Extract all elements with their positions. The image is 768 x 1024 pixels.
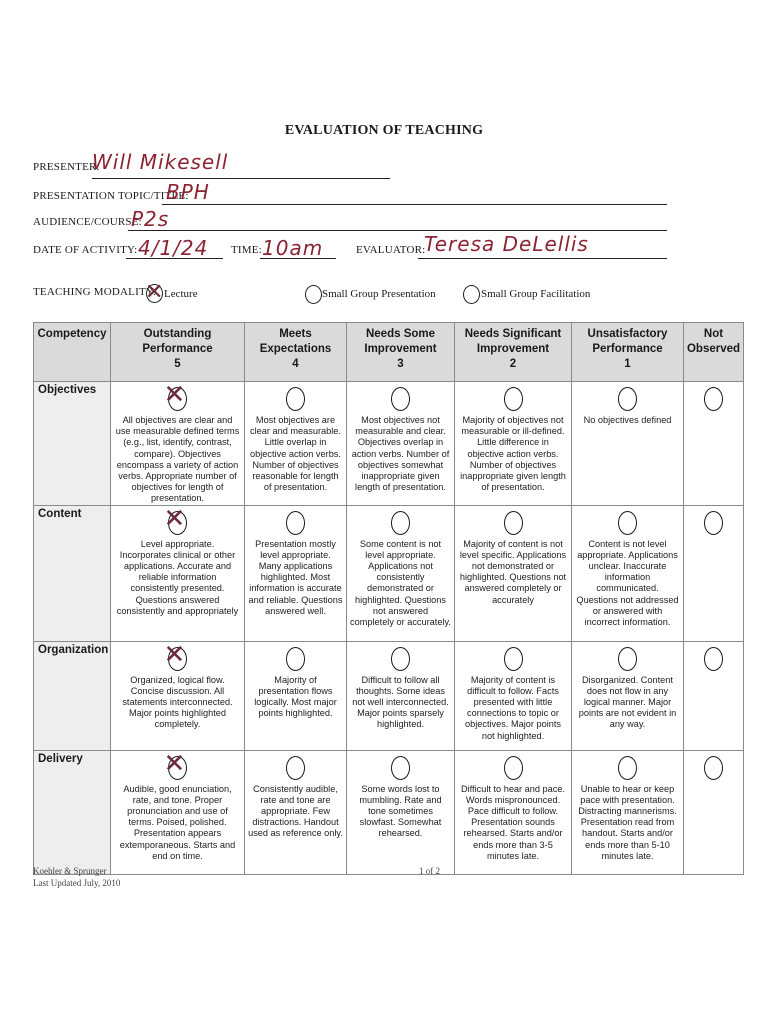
delivery-score-3[interactable]: Some words lost to mumbling. Rate and tone sometimes slowfast. Somewhat rehearsed. <box>347 750 455 874</box>
competency-objectives: Objectives <box>34 382 111 506</box>
date-label: DATE OF ACTIVITY: <box>33 244 138 256</box>
rubric-header-row <box>34 323 744 382</box>
objectives-score-5[interactable]: ✕ All objectives are clear and use measurable defined terms (e.g., list, identify, contrast, compare). Objectives encompass a variety of action verbs. Appropriate number of objectives for length of presentation. <box>111 382 245 506</box>
rating-circle[interactable] <box>618 647 637 671</box>
organization-score-2[interactable]: Majority of content is difficult to follow. Facts presented with little connections to topic or objectives. Major points not highlighted. <box>455 641 572 750</box>
rating-circle[interactable] <box>286 756 305 780</box>
rating-circle[interactable] <box>618 387 637 411</box>
page-title: EVALUATION OF TEACHING <box>284 123 484 138</box>
content-score-3[interactable]: Some content is not level appropriate. Applications not consistently demonstrated or highlighted. Questions not answered completely or accurately. <box>347 505 455 641</box>
modality-small-group-facilitation-radio[interactable] <box>463 285 480 304</box>
presenter-line <box>92 178 390 179</box>
selected-x-mark-icon: ✕ <box>163 748 186 779</box>
rating-circle[interactable] <box>391 647 410 671</box>
objectives-score-3[interactable]: Most objectives not measurable and clear. Objectives overlap in action verbs. Number of objectives somewhat inappropriate given length of presentation. <box>347 382 455 506</box>
organization-not-observed[interactable] <box>684 641 744 750</box>
content-score-4[interactable]: Presentation mostly level appropriate. Many applications highlighted. Most information is accurate and reliable. Questions answered well. <box>245 505 347 641</box>
rating-circle[interactable] <box>504 387 523 411</box>
rating-circle[interactable] <box>618 756 637 780</box>
objectives-score-1[interactable]: No objectives defined <box>572 382 684 506</box>
header-competency: Competency <box>34 323 111 382</box>
topic-line <box>162 204 667 205</box>
header-unsatisfactory: Unsatisfactory Performance 1 <box>572 323 684 382</box>
rubric-row-content <box>34 505 744 641</box>
rating-circle[interactable] <box>618 511 637 535</box>
selected-x-mark-icon: ✕ <box>163 639 186 670</box>
rating-circle[interactable] <box>391 387 410 411</box>
organization-score-1[interactable]: Disorganized. Content does not flow in any logical manner. Major points are not evident in any way. <box>572 641 684 750</box>
rating-circle[interactable] <box>504 647 523 671</box>
evaluator-value[interactable]: Teresa DeLellis <box>424 232 589 256</box>
modality-small-group-facilitation-label: Small Group Facilitation <box>481 288 591 300</box>
header-meets: Meets Expectations 4 <box>245 323 347 382</box>
footer-author: Koehler & Sprunger <box>33 866 107 876</box>
competency-content: Content <box>34 505 111 641</box>
header-not-observed: Not Observed <box>684 323 744 382</box>
selected-x-mark-icon: ✕ <box>163 380 186 410</box>
audience-line <box>128 230 667 231</box>
header-outstanding: Outstanding Performance 5 <box>111 323 245 382</box>
date-value[interactable]: 4/1/24 <box>138 236 209 260</box>
modality-lecture-label: Lecture <box>164 288 198 300</box>
audience-label: AUDIENCE/COURSE: <box>33 216 142 228</box>
header-needs-significant: Needs Significant Improvement 2 <box>455 323 572 382</box>
rating-circle[interactable] <box>286 387 305 411</box>
rating-circle[interactable] <box>504 756 523 780</box>
content-score-2[interactable]: Majority of content is not level specific. Applications not demonstrated or highlighted. Questions not answered completely or accurately <box>455 505 572 641</box>
modality-small-group-presentation-radio[interactable] <box>305 285 322 304</box>
competency-organization: Organization <box>34 641 111 750</box>
delivery-score-1[interactable]: Unable to hear or keep pace with presentation. Distracting mannerisms. Presentation read from handout. Starts and/or ends more than 5-10 minutes late. <box>572 750 684 874</box>
rating-circle[interactable] <box>704 756 723 780</box>
footer-updated: Last Updated July, 2010 <box>33 878 121 888</box>
time-value[interactable]: 10am <box>262 236 324 260</box>
organization-score-5[interactable]: ✕ Organized, logical flow. Concise discussion. All statements interconnected. Major points highlighted completely. <box>111 641 245 750</box>
selected-x-mark-icon: ✕ <box>163 503 186 534</box>
objectives-not-observed[interactable] <box>684 382 744 506</box>
topic-value[interactable]: BPH <box>166 180 210 204</box>
rubric-row-objectives <box>34 382 744 506</box>
footer-page-number: 1 of 2 <box>419 866 440 876</box>
delivery-score-5[interactable]: ✕ Audible, good enunciation, rate, and tone. Proper pronunciation and use of terms. Poised, polished. Presentation appears extemporaneous. Starts and end on time. <box>111 750 245 874</box>
delivery-score-2[interactable]: Difficult to hear and pace. Words mispronounced. Pace difficult to follow. Presentation sounds rehearsed. Starts and/or ends more than 3-5 minutes late. <box>455 750 572 874</box>
topic-label: PRESENTATION TOPIC/TITLE: <box>33 190 189 202</box>
organization-score-3[interactable]: Difficult to follow all thoughts. Some ideas not well interconnected. Major points sparsely highlighted. <box>347 641 455 750</box>
modality-small-group-presentation-label: Small Group Presentation <box>322 288 436 300</box>
presenter-label: PRESENTER: <box>33 161 100 173</box>
competency-delivery: Delivery <box>34 750 111 874</box>
rating-circle[interactable] <box>504 511 523 535</box>
content-not-observed[interactable] <box>684 505 744 641</box>
audience-value[interactable]: P2s <box>131 207 170 231</box>
rating-circle[interactable] <box>286 647 305 671</box>
presenter-value[interactable]: Will Mikesell <box>92 150 229 174</box>
organization-score-4[interactable]: Majority of presentation flows logically. Most major points highlighted. <box>245 641 347 750</box>
modality-label: TEACHING MODALITY: <box>33 286 157 298</box>
header-needs-some: Needs Some Improvement 3 <box>347 323 455 382</box>
rating-circle[interactable] <box>704 387 723 411</box>
rating-circle[interactable] <box>704 511 723 535</box>
content-score-5[interactable]: ✕ Level appropriate. Incorporates clinical or other applications. Accurate and reliable information consistently presented. Questions answered consistently and appropriately <box>111 505 245 641</box>
rubric-row-organization <box>34 641 744 750</box>
rating-circle[interactable] <box>391 756 410 780</box>
rubric-row-delivery <box>34 750 744 874</box>
time-label: TIME: <box>231 244 262 256</box>
rating-circle[interactable] <box>391 511 410 535</box>
objectives-score-4[interactable]: Most objectives are clear and measurable. Little overlap in objective action verbs. Number of objectives reasonable for length of presentation. <box>245 382 347 506</box>
rating-circle[interactable] <box>286 511 305 535</box>
lecture-x-mark-icon: ✕ <box>145 280 164 305</box>
objectives-score-2[interactable]: Majority of objectives not measurable or ill-defined. Little difference in objective action verbs. Number of objectives inappropriate given length of presentation. <box>455 382 572 506</box>
delivery-not-observed[interactable] <box>684 750 744 874</box>
evaluator-line <box>418 258 667 259</box>
delivery-score-4[interactable]: Consistently audible, rate and tone are appropriate. Few distractions. Handout used as reference only. <box>245 750 347 874</box>
content-score-1[interactable]: Content is not level appropriate. Applications unclear. Inaccurate information communicated. Questions not addressed or answered with incorrect information. <box>572 505 684 641</box>
rubric-table <box>33 322 744 875</box>
rating-circle[interactable] <box>704 647 723 671</box>
evaluator-label: EVALUATOR: <box>356 244 426 256</box>
